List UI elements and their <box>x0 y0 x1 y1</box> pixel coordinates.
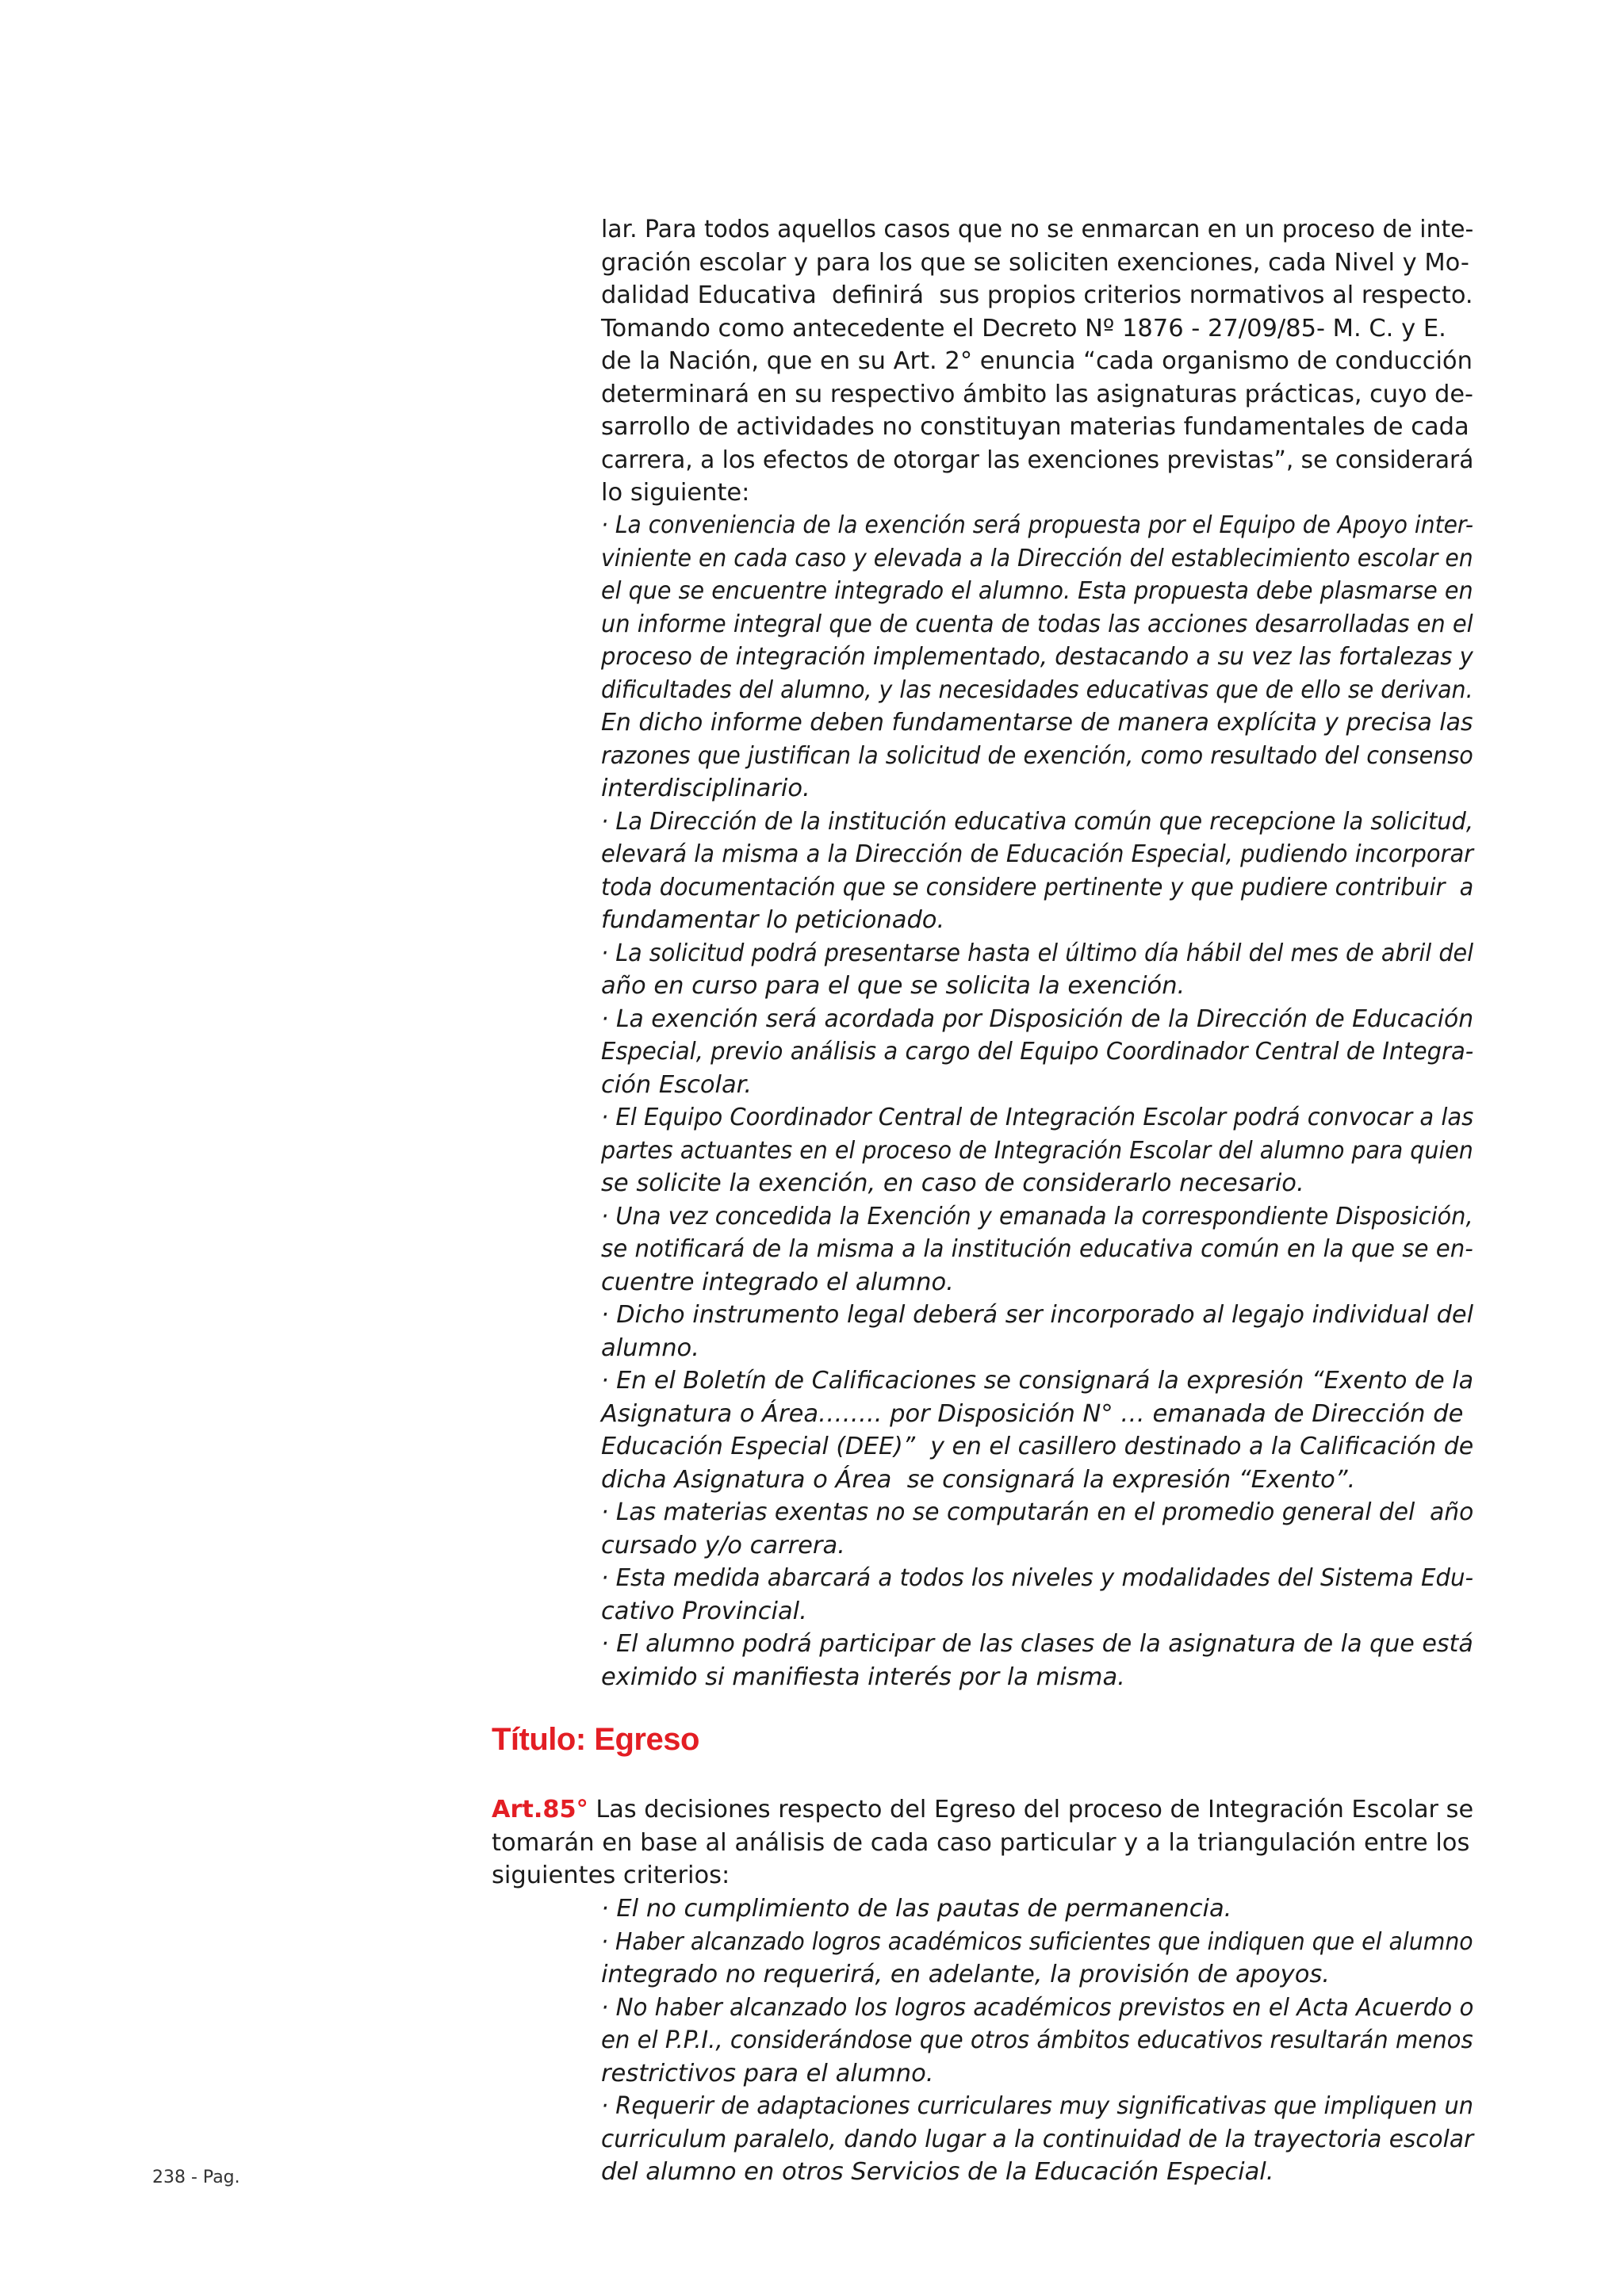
bullet-line: cuentre integrado el alumno. <box>601 1268 954 1296</box>
bullet-line: se solicite la exención, en caso de considerarlo necesario. <box>601 1169 1304 1197</box>
bullet-line: dicha Asignatura o Área se consignará la expresión “Exento”. <box>601 1465 1356 1494</box>
bullet-line: interdisciplinario. <box>601 775 810 802</box>
bullet-line: · La Dirección de la institución educativa común que recepcione la solicitud, <box>601 807 1474 836</box>
intro-line: gración escolar y para los que se soliciten exenciones, cada Nivel y Mo- <box>601 248 1469 277</box>
bullet-line: · El alumno podrá participar de las clases de la asignatura de la que está <box>601 1630 1473 1658</box>
intro-line: carrera, a los efectos de otorgar las exenciones previstas”, se considerará <box>601 446 1474 474</box>
bullet-line: · El Equipo Coordinador Central de Integración Escolar podrá convocar a las <box>601 1104 1474 1131</box>
bullet-line: Educación Especial (DEE)” y en el casillero destinado a la Calificación de <box>601 1433 1474 1460</box>
article-line: tomarán en base al análisis de cada caso particular y a la triangulación entre los <box>492 1828 1470 1857</box>
criteria-line: integrado no requerirá, en adelante, la provisión de apoyos. <box>601 1961 1330 1988</box>
bullet-line: Especial, previo análisis a cargo del Equipo Coordinador Central de Integra- <box>601 1038 1474 1066</box>
bullet-line: viniente en cada caso y elevada a la Dirección del establecimiento escolar en <box>601 544 1473 572</box>
criteria-line: · Haber alcanzado logros académicos suficientes que indiquen que el alumno <box>601 1927 1473 1956</box>
bullet-line: alumno. <box>601 1334 699 1362</box>
intro-line: sarrollo de actividades no constituyan materias fundamentales de cada <box>601 413 1469 441</box>
article-line: siguientes criterios: <box>492 1862 730 1889</box>
section-heading: Título: Egreso <box>492 1722 699 1757</box>
criteria-line: · El no cumplimiento de las pautas de permanencia. <box>601 1895 1232 1923</box>
bullet-line: dificultades del alumno, y las necesidades educativas que de ello se derivan. <box>601 675 1473 704</box>
article-first-line <box>492 1793 1474 1827</box>
bullet-line: proceso de integración implementado, destacando a su vez las fortalezas y <box>601 643 1473 671</box>
intro-line: lo siguiente: <box>601 479 750 507</box>
bullet-line: · La conveniencia de la exención será propuesta por el Equipo de Apoyo inter- <box>601 511 1474 539</box>
criteria-bullet-list <box>601 1892 1473 2189</box>
article-85-paragraph <box>492 1793 1473 1892</box>
bullet-line: se notificará de la misma a la institución educativa común en la que se en- <box>601 1235 1473 1263</box>
criteria-line: del alumno en otros Servicios de la Educación Especial. <box>601 2158 1274 2186</box>
bullet-line: · En el Boletín de Calificaciones se consignará la expresión “Exento de la <box>601 1367 1474 1395</box>
bullet-line: · Dicho instrumento legal deberá ser incorporado al legajo individual del <box>601 1301 1473 1329</box>
intro-line: dalidad Educativa definirá sus propios criterios normativos al respecto. <box>601 281 1473 309</box>
bullet-line: eximido si manifiesta interés por la misma. <box>601 1663 1125 1691</box>
bullet-line: toda documentación que se considere pertinente y que pudiere contribuir a <box>601 873 1474 901</box>
article-first-text: Las decisiones respecto del Egreso del proceso de Integración Escolar se <box>588 1796 1474 1823</box>
bullet-line: partes actuantes en el proceso de Integración Escolar del alumno para quien <box>601 1136 1473 1165</box>
criteria-line: · Requerir de adaptaciones curriculares muy significativas que impliquen un <box>601 2092 1474 2120</box>
bullet-line: · La exención será acordada por Disposición de la Dirección de Educación <box>601 1004 1474 1033</box>
bullet-line: Asignatura o Área…….. por Disposición N° … emanada de Dirección de <box>601 1399 1464 1428</box>
bullet-line: · Esta medida abarcará a todos los niveles y modalidades del Sistema Edu- <box>601 1564 1474 1592</box>
bullet-line: año en curso para el que se solicita la exención. <box>601 972 1185 1000</box>
intro-paragraph <box>601 213 1473 510</box>
bullet-line: ción Escolar. <box>601 1070 753 1099</box>
criteria-line: en el P.P.I., considerándose que otros ámbitos educativos resultarán menos <box>601 2026 1473 2054</box>
bullet-line: fundamentar lo peticionado. <box>601 906 945 934</box>
bullet-line: elevará la misma a la Dirección de Educación Especial, pudiendo incorporar <box>601 840 1474 868</box>
bullet-line: cativo Provincial. <box>601 1597 807 1625</box>
bullet-line: En dicho informe deben fundamentarse de manera explícita y precisa las <box>601 709 1473 737</box>
bullet-line: · Una vez concedida la Exención y emanada la correspondiente Disposición, <box>601 1202 1473 1230</box>
page-number: 238 - Pag. <box>152 2168 240 2187</box>
exemption-bullet-list <box>601 509 1473 1693</box>
bullet-line: · La solicitud podrá presentarse hasta el último día hábil del mes de abril del <box>601 939 1474 967</box>
criteria-line: restrictivos para el alumno. <box>601 2059 934 2087</box>
criteria-line: · No haber alcanzado los logros académicos previstos en el Acta Acuerdo o <box>601 1993 1474 2022</box>
intro-line: de la Nación, que en su Art. 2° enuncia “cada organismo de conducción <box>601 347 1473 375</box>
bullet-line: · Las materias exentas no se computarán en el promedio general del año <box>601 1498 1474 1526</box>
intro-line: Tomando como antecedente el Decreto Nº 1876 - 27/09/85- M. C. y E. <box>601 314 1446 342</box>
article-label: Art.85° <box>492 1796 588 1823</box>
intro-line: lar. Para todos aquellos casos que no se enmarcan en un proceso de inte- <box>601 216 1474 243</box>
bullet-line: cursado y/o carrera. <box>601 1531 845 1559</box>
criteria-line: curriculum paralelo, dando lugar a la continuidad de la trayectoria escolar <box>601 2125 1474 2153</box>
bullet-line: un informe integral que de cuenta de todas las acciones desarrolladas en el <box>601 610 1473 638</box>
intro-line: determinará en su respectivo ámbito las asignaturas prácticas, cuyo de- <box>601 380 1473 408</box>
bullet-line: razones que justifican la solicitud de exención, como resultado del consenso <box>601 741 1473 770</box>
bullet-line: el que se encuentre integrado el alumno. Esta propuesta debe plasmarse en <box>601 577 1473 605</box>
